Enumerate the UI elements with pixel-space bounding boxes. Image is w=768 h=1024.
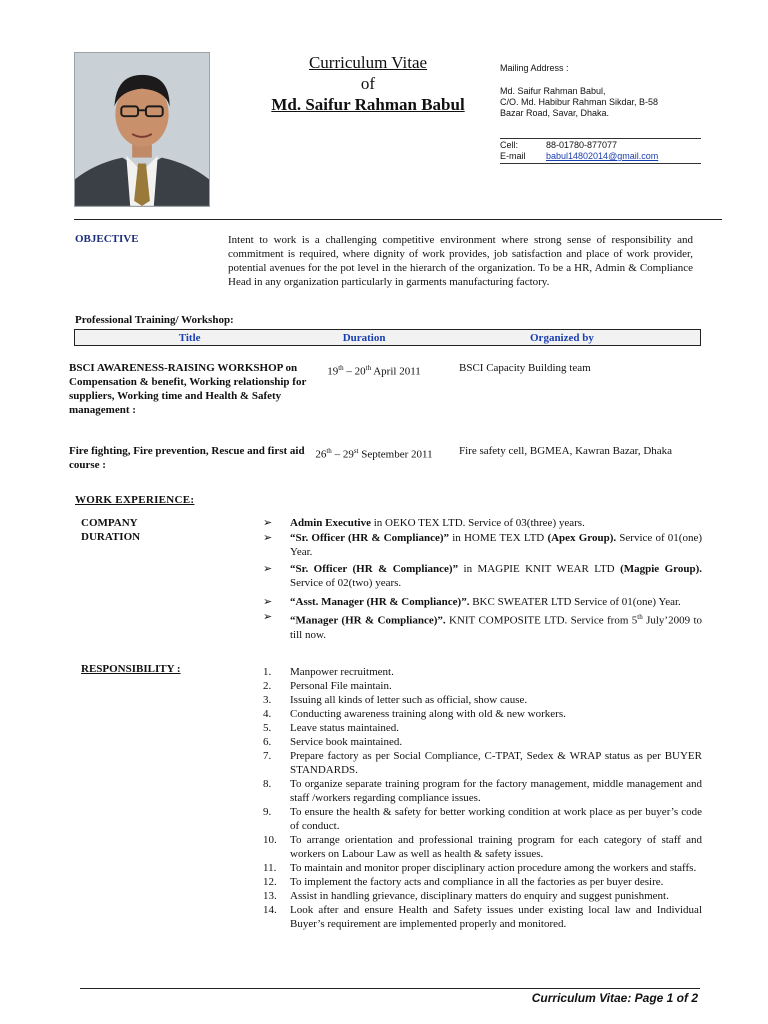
item-text: Conducting awareness training along with old & new workers. — [290, 708, 566, 720]
profile-photo — [74, 52, 210, 207]
arrow-bullet-icon: ➢ — [263, 517, 273, 529]
col-title: Title — [178, 331, 201, 344]
work-item: ➢ “Sr. Officer (HR & Compliance)” in MAGPIE KNIT WEAR LTD (Magpie Group). Service of 02(two) years. — [263, 563, 702, 589]
responsibility-item — [263, 735, 702, 749]
arrow-bullet-icon: ➢ — [263, 563, 273, 575]
responsibility-item — [263, 875, 702, 889]
duration-label: DURATION — [81, 531, 141, 543]
contact-info — [500, 138, 701, 164]
objective-text: Intent to work is a challenging competitive environment where strong sense of responsibility and commitment is required, where dignity of work provides, job satisfaction and place of work provider, potential avenues for the pot level in the hierarch of the organization. To be a HR, Admin & Compliance Head in any organization particularly in garments manufacturing factory. — [228, 234, 693, 288]
mailing-line: Bazar Road, Savar, Dhaka. — [500, 108, 610, 118]
item-number: 6. — [263, 736, 272, 748]
training-title: BSCI AWARENESS-RAISING WORKSHOP on Compensation & benefit, Working relationship for suppliers, Working time and Health & Safety management : — [69, 362, 307, 416]
item-number: 7. — [263, 750, 272, 762]
responsibility-item — [263, 721, 702, 735]
item-text: Leave status maintained. — [290, 722, 400, 734]
item-text: Manpower recruitment. — [290, 666, 394, 678]
page-footer: Curriculum Vitae: Page 1 of 2 — [531, 991, 698, 1005]
item-number: 11. — [263, 862, 277, 874]
work-experience-heading: WORK EXPERIENCE: — [75, 494, 195, 506]
cv-title: Curriculum Vitae — [308, 53, 428, 72]
item-text: Prepare factory as per Social Compliance, C-TPAT, Sedex & WRAP status as per BUYER STANDARDS. — [290, 750, 702, 776]
item-text: To arrange orientation and professional training program for each category of staff and workers on Labour Law as well as health & safety issues. — [290, 834, 702, 860]
responsibility-item — [263, 665, 702, 679]
company-label: COMPANY — [81, 517, 138, 529]
training-duration: 19th – 20th April 2011 — [327, 364, 421, 378]
training-table-header — [74, 329, 701, 346]
responsibility-item — [263, 903, 702, 931]
item-text: To organize separate training program for the factory management, middle management and staff /workers regarding compliance issues. — [290, 778, 702, 804]
training-title: Fire fighting, Fire prevention, Rescue and first aid course : — [69, 445, 305, 471]
responsibility-item — [263, 861, 702, 875]
item-text: To ensure the health & safety for better working condition at work place as per buyer’s code of conduct. — [290, 806, 702, 832]
item-number: 3. — [263, 694, 272, 706]
work-item: ➢ “Sr. Officer (HR & Compliance)” in HOME TEX LTD (Apex Group). Service of 01(one) Year. — [263, 532, 702, 558]
arrow-bullet-icon: ➢ — [263, 532, 273, 544]
item-text: Issuing all kinds of letter such as official, show cause. — [290, 694, 528, 706]
arrow-bullet-icon: ➢ — [263, 596, 273, 608]
cell-label: Cell: — [500, 140, 519, 150]
item-number: 9. — [263, 806, 272, 818]
training-organizer: Fire safety cell, BGMEA, Kawran Bazar, Dhaka — [459, 445, 673, 457]
cv-of: of — [360, 74, 376, 93]
responsibility-item — [263, 889, 702, 903]
mailing-label: Mailing Address : — [500, 63, 569, 73]
training-heading: Professional Training/ Workshop: — [75, 314, 234, 326]
responsibility-item — [263, 693, 702, 707]
item-text: Assist in handling grievance, disciplinary matters do enquiry and suggest punishment. — [290, 890, 669, 902]
item-text: Service book maintained. — [290, 736, 403, 748]
training-row — [69, 444, 709, 472]
footer-divider — [80, 988, 700, 989]
item-number: 14. — [263, 904, 277, 916]
responsibility-list — [263, 665, 702, 931]
item-number: 12. — [263, 876, 277, 888]
email-link[interactable]: babul14802014@gmail.com — [546, 151, 659, 161]
candidate-name: Md. Saifur Rahman Babul — [271, 95, 465, 114]
training-duration: 26th – 29st September 2011 — [315, 447, 433, 461]
work-labels — [81, 516, 140, 544]
item-number: 2. — [263, 680, 272, 692]
work-item: ➢ “Asst. Manager (HR & Compliance)”. BKC SWEATER LTD Service of 01(one) Year. — [263, 596, 681, 608]
email-label: E-mail — [500, 151, 526, 161]
col-duration: Duration — [342, 331, 386, 344]
mailing-address — [500, 63, 658, 119]
objective-label: OBJECTIVE — [75, 233, 139, 245]
cv-title-block — [218, 52, 518, 115]
item-text: Personal File maintain. — [290, 680, 392, 692]
training-organizer: BSCI Capacity Building team — [459, 362, 591, 374]
mailing-line: Md. Saifur Rahman Babul, — [500, 86, 606, 96]
item-number: 1. — [263, 666, 272, 678]
item-number: 4. — [263, 708, 272, 720]
work-item: ➢ Admin Executive in OEKO TEX LTD. Service of 03(three) years. — [263, 517, 585, 529]
work-list — [263, 516, 702, 643]
responsibility-item — [263, 777, 702, 805]
cell-value: 88-01780-877077 — [546, 140, 618, 150]
work-item: ➢ “Manager (HR & Compliance)”. KNIT COMPOSITE LTD. Service from 5th July’2009 to till now. — [263, 611, 703, 641]
header-divider — [74, 219, 722, 220]
responsibility-item — [263, 707, 702, 721]
responsibility-item — [263, 805, 702, 833]
col-organized-by: Organized by — [530, 331, 594, 344]
item-number: 13. — [263, 890, 277, 902]
arrow-bullet-icon: ➢ — [263, 611, 273, 623]
responsibility-item — [263, 833, 702, 861]
responsibility-item — [263, 749, 702, 777]
mailing-line: C/O. Md. Habibur Rahman Sikdar, B-58 — [500, 97, 659, 107]
item-number: 5. — [263, 722, 272, 734]
responsibility-item — [263, 679, 702, 693]
item-number: 10. — [263, 834, 277, 846]
item-text: Look after and ensure Health and Safety issues under existing local law and Individual Buyer’s requirement are implemented properly and monitored. — [290, 904, 702, 930]
item-text: To implement the factory acts and compliance in all the factories as per buyer desire. — [290, 876, 664, 888]
item-text: To maintain and monitor proper disciplinary action procedure among the workers and staffs. — [290, 862, 697, 874]
item-number: 8. — [263, 778, 272, 790]
portrait-image — [75, 53, 209, 206]
responsibility-heading: RESPONSIBILITY : — [81, 663, 181, 675]
training-row — [69, 361, 709, 417]
